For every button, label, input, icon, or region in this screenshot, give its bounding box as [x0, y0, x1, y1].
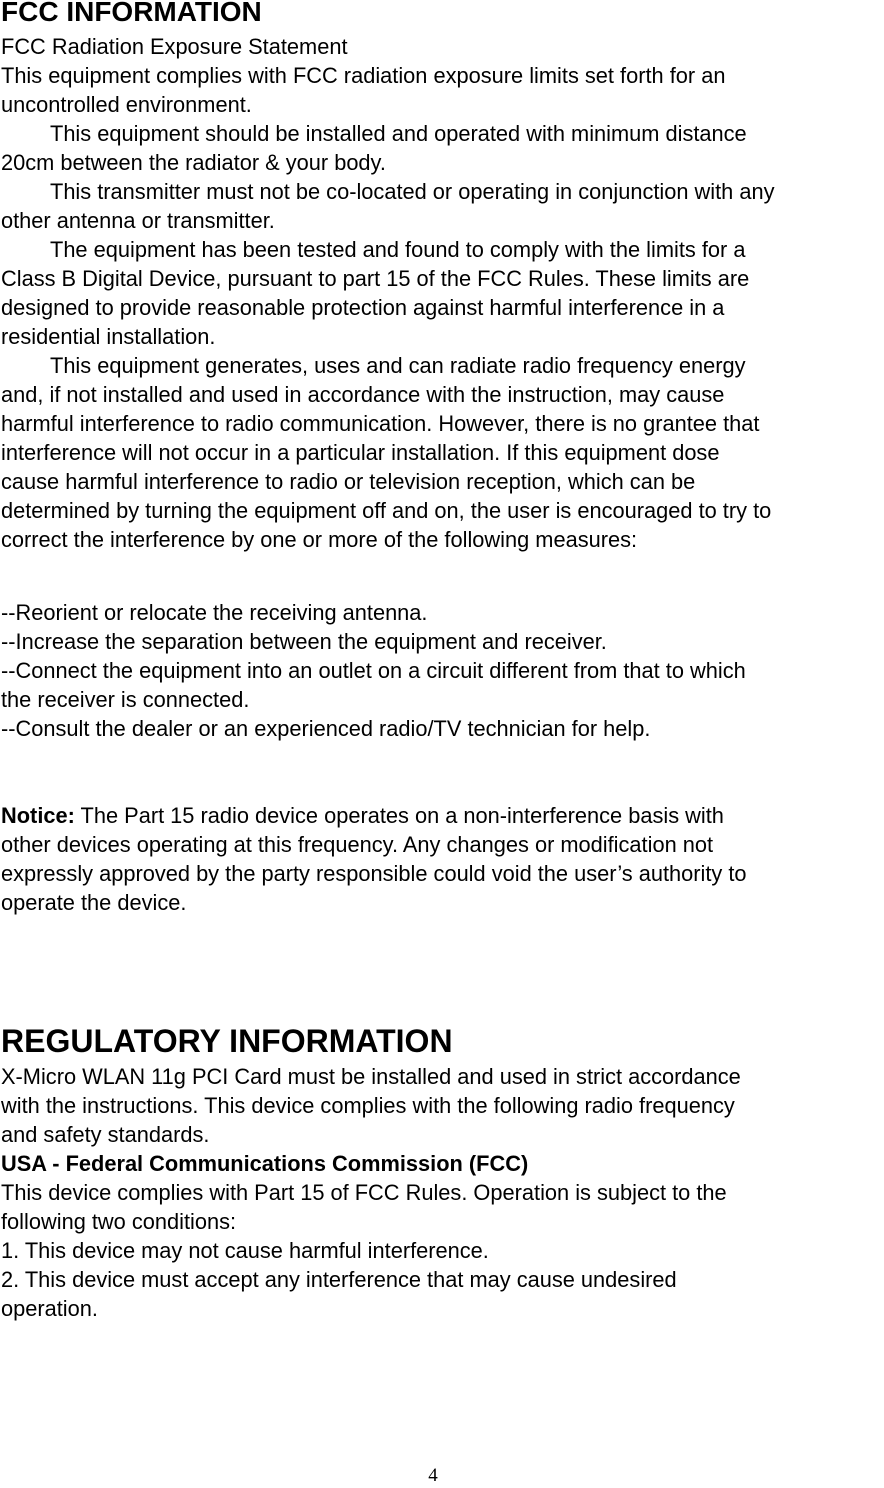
- fcc-interference-line: cause harmful interference to radio or television reception, which can be: [1, 469, 696, 494]
- fcc-interference-line: and, if not installed and used in accordance with the instruction, may cause: [1, 382, 725, 407]
- regulatory-block: [0, 1062, 884, 1323]
- fcc-distance-line: 20cm between the radiator & your body.: [1, 150, 386, 175]
- measure-item: --Increase the separation between the equipment and receiver.: [1, 629, 607, 654]
- notice-line: other devices operating at this frequency. Any changes or modification not: [1, 832, 714, 857]
- fcc-section-title: FCC INFORMATION: [1, 0, 262, 27]
- usa-fcc-line: This device complies with Part 15 of FCC Rules. Operation is subject to the: [1, 1180, 727, 1205]
- fcc-interference-line: interference will not occur in a particular installation. If this equipment dose: [1, 440, 720, 465]
- page-number: 4: [428, 1465, 438, 1486]
- regulatory-section-title: REGULATORY INFORMATION: [1, 1023, 453, 1059]
- fcc-colocation-line: This transmitter must not be co-located or operating in conjunction with any: [50, 179, 775, 204]
- fcc-intro-line: uncontrolled environment.: [1, 92, 252, 117]
- fcc-statement-block: [0, 32, 884, 554]
- fcc-notice-block: [0, 801, 884, 917]
- notice-line: operate the device.: [1, 890, 187, 915]
- notice-line: [0, 801, 884, 830]
- fcc-class-b-line: designed to provide reasonable protection against harmful interference in a: [1, 295, 725, 320]
- fcc-distance-line: This equipment should be installed and operated with minimum distance: [50, 121, 747, 146]
- fcc-subtitle: FCC Radiation Exposure Statement: [1, 34, 348, 59]
- usa-fcc-heading: USA - Federal Communications Commission (FCC): [1, 1151, 529, 1176]
- notice-line: expressly approved by the party responsible could void the user’s authority to: [1, 861, 747, 886]
- measure-item: --Connect the equipment into an outlet on a circuit different from that to which: [1, 658, 746, 683]
- fcc-interference-line: correct the interference by one or more of the following measures:: [1, 527, 638, 552]
- fcc-interference-line: determined by turning the equipment off and on, the user is encouraged to try to: [1, 498, 772, 523]
- regulatory-intro-line: X-Micro WLAN 11g PCI Card must be installed and used in strict accordance: [1, 1064, 741, 1089]
- condition-item: 2. This device must accept any interference that may cause undesired: [1, 1267, 677, 1292]
- fcc-intro-line: This equipment complies with FCC radiation exposure limits set forth for an: [1, 63, 726, 88]
- notice-text: The Part 15 radio device operates on a non-interference basis with: [74, 803, 724, 828]
- measure-item: --Reorient or relocate the receiving antenna.: [1, 600, 428, 625]
- fcc-class-b-line: The equipment has been tested and found to comply with the limits for a: [50, 237, 746, 262]
- fcc-interference-line: This equipment generates, uses and can radiate radio frequency energy: [50, 353, 746, 378]
- measure-item: --Consult the dealer or an experienced radio/TV technician for help.: [1, 716, 651, 741]
- fcc-measures-list: [0, 598, 884, 743]
- notice-label: Notice:: [1, 803, 75, 828]
- fcc-class-b-line: residential installation.: [1, 324, 216, 349]
- regulatory-intro-line: and safety standards.: [1, 1122, 210, 1147]
- fcc-colocation-line: other antenna or transmitter.: [1, 208, 275, 233]
- regulatory-intro-line: with the instructions. This device complies with the following radio frequency: [1, 1093, 735, 1118]
- fcc-interference-line: harmful interference to radio communication. However, there is no grantee that: [1, 411, 760, 436]
- condition-item: operation.: [1, 1296, 98, 1321]
- fcc-class-b-line: Class B Digital Device, pursuant to part 15 of the FCC Rules. These limits are: [1, 266, 750, 291]
- condition-item: 1. This device may not cause harmful interference.: [1, 1238, 489, 1263]
- measure-item: the receiver is connected.: [1, 687, 250, 712]
- usa-fcc-line: following two conditions:: [1, 1209, 237, 1234]
